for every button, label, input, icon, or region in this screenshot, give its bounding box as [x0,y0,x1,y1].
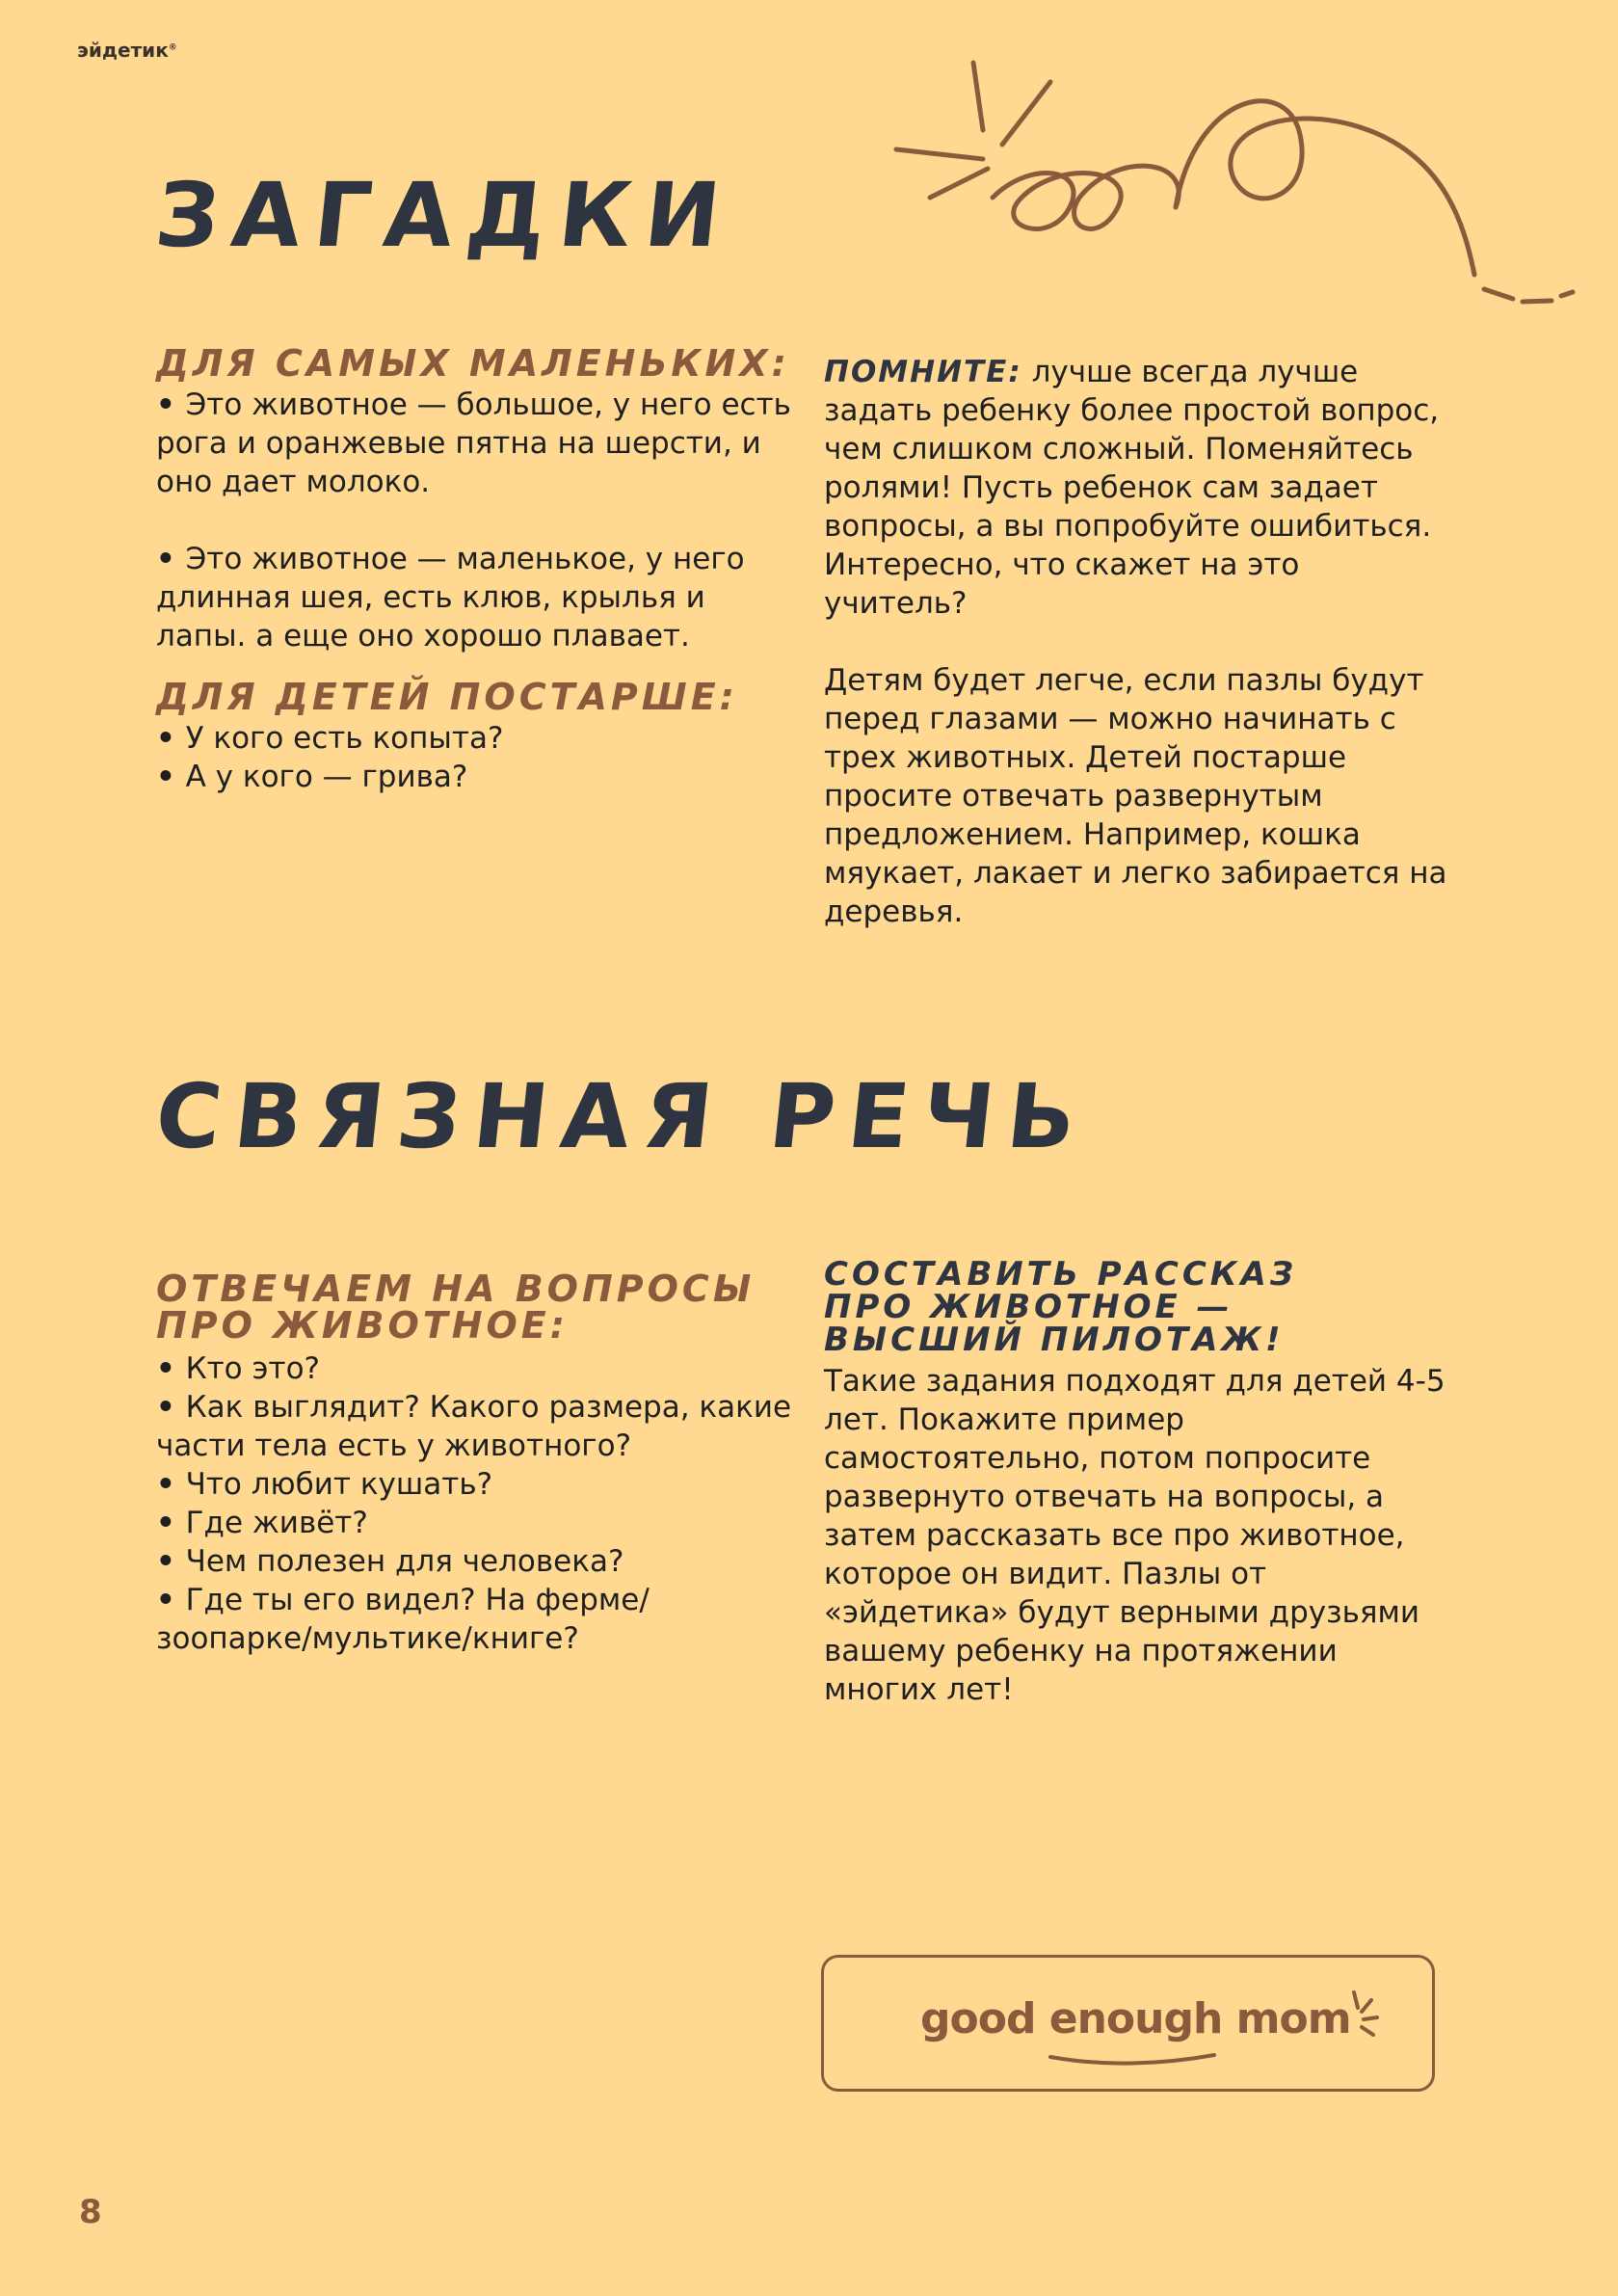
remember-note [824,353,1450,931]
question-item: • Где живёт? [156,1504,792,1542]
story-heading [824,1255,1450,1359]
question-item: • Чем полезен для человека? [156,1542,792,1581]
older-heading: ДЛЯ ДЕТЕЙ ПОСТАРШЕ: [156,676,738,718]
remember-lead: ПОМНИТЕ: [824,355,1022,389]
logo-text: good enough mom [920,1994,1351,2043]
story-text: Такие задания подходят для детей 4-5 лет. Покажите пример самостоятельно, потом попросите развернуто отвечать на вопросы, а затем рассказать все про животное, которое он видит. Пазлы от «эйдетика» будут верными друзьями вашему ребенку на протяжении многих лет! [824,1364,1446,1707]
youngest-heading: ДЛЯ САМЫХ МАЛЕНЬКИХ: [156,342,790,385]
remember-paragraph [824,353,1450,623]
story-heading-line: СОСТАВИТЬ РАССКАЗ [824,1255,1298,1294]
youngest-riddles [156,386,792,655]
logo-underline-icon [1046,2049,1219,2069]
story-heading-line: ПРО ЖИВОТНОЕ — [824,1288,1233,1326]
question-item: • Кто это? [156,1349,792,1388]
riddle-item: • А у кого — грива? [156,758,792,796]
section-title-riddles: ЗАГАДКИ [150,164,739,267]
riddles-left-column [156,342,792,796]
logo-sparkle-icon [1344,1985,1393,2052]
question-item: • Как выглядит? Какого размера, какие части тела есть у животного? [156,1388,792,1465]
brand-logo [77,39,177,62]
riddle-item: • Это животное — большое, у него есть рога и оранжевые пятна на шерсти, и оно дает молоко. [156,386,792,501]
section-title-speech: СВЯЗНАЯ РЕЧЬ [150,1065,1095,1168]
brand-name: эйдетик [77,39,169,62]
puzzle-advice: Детям будет легче, если пазлы будут перед глазами — можно начинать с трех животных. Детей постарше просите отвечать развернутым предложением. Например, кошка мяукает, лакает и легко забирается на деревья. [824,663,1447,929]
question-item: • Где ты его видел? На ферме/ зоопарке/мультике/книге? [156,1581,792,1658]
page-number: 8 [79,2193,102,2231]
story-heading-line: ВЫСШИЙ ПИЛОТАЖ! [824,1321,1285,1359]
questions-list [156,1349,792,1658]
questions-column [156,1270,792,1658]
riddle-item: • У кого есть копыта? [156,719,792,758]
remember-text: лучше всегда лучше задать ребенку более простой вопрос, чем слишком сложный. Поменяйтесь ролями! Пусть ребенок сам задает вопросы, а вы попробуйте ошибиться. Интересно, что скажет на это учитель? [824,355,1440,621]
questions-heading-line: ОТВЕЧАЕМ НА ВОПРОСЫ [156,1268,756,1310]
good-enough-mom-logo [821,1955,1435,2092]
story-column [824,1255,1450,1709]
riddle-item: • Это животное — маленькое, у него длинная шея, есть клюв, крылья и лапы. а еще оно хорошо плавает. [156,540,792,655]
question-item: • Что любит кушать? [156,1465,792,1504]
brand-mark: ® [168,42,177,53]
older-riddles [156,719,792,796]
doodle-swirl-icon [887,53,1580,323]
questions-heading-line: ПРО ЖИВОТНОЕ: [156,1304,569,1347]
questions-heading [156,1268,792,1347]
